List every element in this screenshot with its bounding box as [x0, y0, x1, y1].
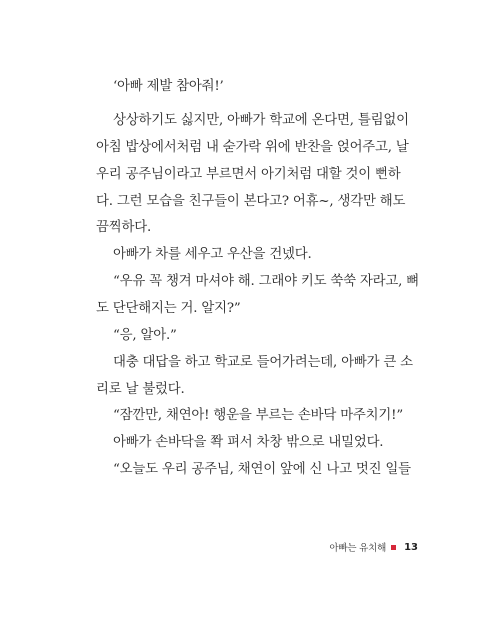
text-line-2: 상상하기도 싫지만, 아빠가 학교에 온다면, 틀림없이	[113, 113, 409, 128]
running-title: 아빠는 유치해	[329, 543, 387, 554]
text-line-10: “응, 알아.”	[113, 328, 177, 343]
text-line-15: “오늘도 우리 공주님, 채연이 앞에 신 나고 멋진 일들	[113, 462, 411, 477]
text-line-3: 아침 밥상에서처럼 내 숟가락 위에 반찬을 얹어주고, 날	[96, 140, 409, 155]
text-line-1: ‘아빠 제발 참아줘!’	[113, 79, 224, 94]
text-line-9: 도 단단해지는 거. 알지?”	[96, 301, 241, 316]
text-line-5: 다. 그런 모습을 친구들이 본다고? 어휴~, 생각만 해도	[96, 194, 406, 209]
text-line-13: “잠깐만, 채연아! 행운을 부르는 손바닥 마주치기!”	[113, 408, 403, 423]
text-line-12: 리로 날 불렀다.	[96, 382, 185, 397]
text-line-7: 아빠가 차를 세우고 우산을 건넸다.	[113, 247, 312, 262]
text-line-8: “우유 꼭 챙겨 마셔야 해. 그래야 키도 쑥쑥 자라고, 뼈	[113, 274, 419, 289]
text-line-6: 끔찍하다.	[96, 220, 151, 235]
text-line-4: 우리 공주님이라고 부르면서 아기처럼 대할 것이 뻔하	[96, 167, 401, 182]
red-square-marker	[391, 545, 396, 550]
text-line-14: 아빠가 손바닥을 쫙 펴서 차창 밖으로 내밀었다.	[113, 435, 384, 450]
page-footer	[329, 540, 418, 554]
text-line-11: 대충 대답을 하고 학교로 들어가려는데, 아빠가 큰 소	[113, 355, 413, 370]
page-number: 13	[404, 541, 418, 553]
